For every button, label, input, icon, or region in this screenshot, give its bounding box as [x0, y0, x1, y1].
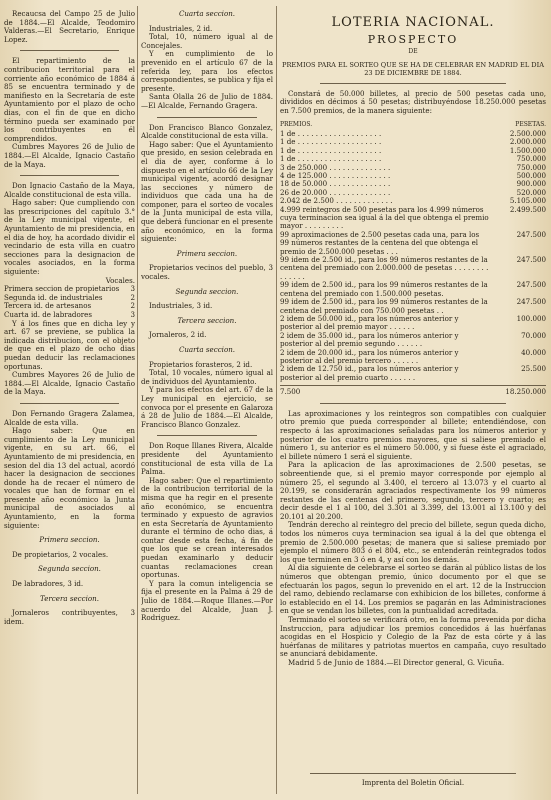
prize-amount: 750.000 [516, 162, 546, 172]
paragraph: Y para los efectos del art. 67 de la Ley municipal en ejercicio, se convoca por el presente en Galaroza á 28 de Julio de 1884.—El Alcalde, Francisco Blanco Gonzalez. [141, 385, 273, 429]
prospectus-subtitle: PREMIOS PARA EL SORTEO QUE SE HA DE CELEBRAR EN MADRID EL DIA 23 DE DICIEMBRE DE 1884. [282, 60, 544, 77]
section-heading: Tercera seccion. [177, 315, 237, 325]
prospectus-title: PROSPECTO [367, 33, 459, 46]
prize-amount: 5.105.000 [509, 196, 546, 206]
list-item: Cuarta id. de labradores 3 [4, 310, 135, 319]
list-item: Tercera id. de artesanos 2 [4, 301, 135, 311]
notice-heading: Don Fernando Gragera Zalamea, Alcalde de esta villa. [4, 408, 135, 427]
prize-amount: 100.000 [516, 313, 546, 323]
printer-imprint: Imprenta del Boletin Oficial. [361, 778, 465, 787]
prize-label: 99 idem de 2.500 id., para los 99 números restantes de la centena del premiado con 750.000 pesetas . . [280, 297, 488, 315]
prize-amount: 2.499.500 [509, 204, 546, 214]
prize-label: 18 de 50.000 . . . . . . . . . . . . . . [280, 179, 391, 189]
paragraph: Hago saber: Que el repartimiento de la contribucion territorial de la misma que ha regir en el presente año económico, se encuentra terminado y expuesto de agravios en esta Secretaría de Ayuntamiento durante el término de ocho dias, á contar desde esta fecha, á fin de que los que se crean interesados puedan examinarlo y deducir cuantas reclamaciones crean oportunas. [141, 475, 273, 580]
prize-row [280, 206, 546, 231]
prize-row [280, 365, 546, 382]
paragraph: Industriales, 2 id. [149, 23, 213, 33]
prizes-header: PREMIOS. PESETAS. [280, 121, 546, 129]
signature: Santa Olalla 26 de Julio de 1884.—El Alcalde, Fernando Gragera. [141, 92, 273, 110]
prize-label: 2.042 de 2.500 . . . . . . . . . . . . . [280, 196, 393, 206]
prize-label: 4 de 125.000 . . . . . . . . . . . . . . [280, 171, 391, 180]
paragraph: Terminado el sorteo se verificará otro, en la forma prevenida por dicha Instruccion, para adjudicar los premios concedidos á las huérfanas acogidas en el Hospicio y Colegio de la Paz de esta córte y á las huérfanas de militares y patriotas muertos en campaña, cuyo resultado se anunciará debidamente. [280, 615, 546, 659]
divider [310, 773, 516, 774]
prize-row [280, 315, 546, 332]
paragraph: Hago saber: Que en cumplimiento de la Ley municipal vigente, en su art. 66, el Ayuntamiento de mi presidencia, en sesion del dia 13 del actual, acordó hacer la designacion de secciones donde ha de recaer el número de vocales que han de formar en el presente año económico la Junta municipal de asociados al Ayuntamiento, en la forma siguiente: [4, 426, 135, 530]
section-heading: Primera seccion. [176, 248, 238, 258]
list-item: Segunda id. de industriales 2 [4, 292, 135, 302]
section-heading: Segunda seccion. [38, 564, 101, 574]
paragraph: Jornaleros contribuyentes, 3 idem. [4, 608, 135, 626]
notice-contribution [4, 57, 135, 169]
prize-label: 1 de . . . . . . . . . . . . . . . . . . . [280, 154, 382, 164]
paragraph: Y á los fines que en dicha ley y art. 67 se previene, se publica la indicada distribucion, con el objeto de que en el plazo de ocho dias puedan deducir las reclamaciones oportunas. [4, 318, 135, 371]
prize-label: 1 de . . . . . . . . . . . . . . . . . . . [280, 128, 382, 138]
prize-amount: 900.000 [516, 179, 546, 189]
prize-label: 2 idem de 50.000 id., para los números anterior y posterior al del premio mayor . . . . . . [280, 313, 459, 332]
paragraph: Total, 10, número igual al de Concejales. [141, 32, 273, 50]
prize-label: 99 idem de 2.500 id., para los 99 números restantes de la centena del premiado con 2.000.000 de pesetas . . . . . . . . . . . . . . [280, 255, 489, 281]
divider [320, 83, 506, 84]
divider [157, 435, 257, 436]
prize-amount: 1.500.000 [509, 145, 546, 155]
prize-amount: 247.500 [516, 297, 546, 307]
list-header: Vocales. [105, 275, 135, 285]
paragraph: Las aproximaciones y los reintegros son compatibles con cualquier otro premio que pueda corresponder al billete; entendiéndose, con respecto á las aproximaciones señaladas para los números anterior y posterior de los cuatro premios mayores, que si saliese premiado el número 1, su anterior es el número 50.000, y si fuese éste el agraciado, el billete número 1 será el siguiente. [280, 408, 546, 461]
prize-label: 2 idem de 12.750 id., para los números anterior y posterior al del premio cuarto . . . . . . [280, 364, 459, 382]
footer [280, 773, 546, 787]
prize-amount: 247.500 [516, 255, 546, 265]
column-3 [280, 10, 546, 794]
paragraph: Propietarios forasteros, 2 id. [149, 359, 253, 369]
paragraph: De propietarios, 2 vocales. [12, 549, 109, 559]
paragraph: Constará de 50.000 billetes, al precio de 500 pesetas cada uno, divididos en décimos á 50 pesetas; distribuyéndose 18.250.000 pesetas en 7.500 premios, de la manera siguiente: [280, 88, 546, 115]
prize-label: 99 aproximaciones de 2.500 pesetas cada una, para los 99 números restantes de la centena del que obtenga el premio de 2.500.000 pesetas . . . [280, 229, 480, 256]
prize-row [280, 256, 546, 281]
notice-intro [4, 10, 135, 44]
section-heading: Segunda seccion. [175, 286, 239, 296]
prize-amount: 2.500.000 [509, 128, 546, 138]
notice-sections [4, 182, 135, 397]
prize-amount: 500.000 [516, 171, 546, 180]
paragraph: Y para la comun inteligencia se fija el presente en la Palma á 29 de Julio de 1884.—Roque Illanes.—Por acuerdo del Alcalde, Juan J. Rodriguez. [141, 578, 273, 623]
prize-amount: 25.500 [521, 364, 546, 374]
paragraph: Propietarios vecinos del pueblo, 3 vocales. [141, 263, 273, 282]
prize-row [280, 231, 546, 256]
section-heading: Cuarta seccion. [178, 10, 236, 18]
prize-row [280, 332, 546, 349]
section-heading: Primera seccion. [39, 535, 100, 545]
paragraph: Hago saber: Que el Ayuntamiento que presido, en sesion celebrada en el dia de ayer, conforme á lo dispuesto en el artículo 66 de la Ley municipal vigente, acordó designar las secciones y número de individuos que cada una ha de componer, para el sorteo de vocales de la Junta municipal de esta villa, que deberá funcionar en el presente año económico, en la forma siguiente: [141, 139, 273, 244]
prizes-table [280, 130, 546, 382]
column-rule [276, 6, 277, 794]
notice-blanco [141, 124, 273, 430]
notice-heading: Don Ignacio Castaño de la Maya, Alcalde constitucional de esta villa. [4, 181, 135, 199]
paragraph: De labradores, 3 id. [12, 579, 84, 589]
prize-amount: 520.000 [516, 187, 546, 197]
prize-label: 2 idem de 35.000 id., para los números anterior y posterior al del premio segundo . . . . . . [280, 330, 459, 349]
prize-label: 99 idem de 2.500 id., para los 99 números restantes de la centena del premiado con 1.500.000 pesetas. [280, 280, 488, 298]
prize-label: 1 de . . . . . . . . . . . . . . . . . . . [280, 137, 382, 147]
paragraph: Total, 10 vocales, número igual al de individuos del Ayuntamiento. [141, 368, 273, 386]
notice-gragera [4, 410, 135, 626]
list-item: Primera seccion de propietarios 3 [4, 284, 135, 294]
paragraph: Recaucsa del Campo 25 de Julio de 1884.—El Alcalde, Teodomiro Valderas.—El Secretario, Enrique Lopez. [4, 10, 135, 44]
divider [20, 50, 119, 51]
divider [320, 403, 506, 404]
signature: Cumbres Mayores 26 de Julio de 1884.—El Alcalde, Ignacio Castaño de la Maya. [4, 142, 135, 169]
prize-amount: 750.000 [516, 154, 546, 164]
section-heading: Cuarta seccion. [178, 345, 236, 354]
paragraph: Jornaleros, 2 id. [149, 330, 207, 340]
prospectus-body [280, 410, 546, 659]
paragraph: Hago saber: Que cumpliendo con las prescripciones del capítulo 3.° de la Ley municipal vigente, el Ayuntamiento de mi presidencia, en el dia de hoy, ha acordado dividir el vecindario de esta villa en cuatro secciones para la designacion de vocales asociados, en la forma siguiente: [4, 198, 135, 277]
prize-label: 4.999 reintegros de 500 pesetas para los 4.999 números cuya terminacion sea igual á la del que obtenga el premio mayor . . . . . . . . . [280, 204, 489, 231]
prize-amount: 247.500 [516, 229, 546, 239]
column-rule [137, 6, 138, 794]
prize-amount: 70.000 [521, 330, 546, 340]
prize-label: 1 de . . . . . . . . . . . . . . . . . . . [280, 145, 382, 155]
notice-illanes [141, 442, 273, 622]
prize-label: 3 de 250.000 . . . . . . . . . . . . . . [280, 162, 391, 172]
prize-amount: 2.000.000 [509, 137, 546, 147]
divider [20, 175, 119, 176]
prize-row [280, 349, 546, 366]
prize-label: 26 de 20.000 . . . . . . . . . . . . . . [280, 187, 391, 197]
divider [20, 403, 119, 404]
prize-row [280, 298, 546, 315]
paragraph: El repartimiento de la contribucion territorial para el corriente año económico de 1884 á 85 se encuentra terminado y de manifiesto en la Secretaría de este Ayuntamiento por el plazo de ocho dias, con el fin de que en dicho término pueda ser examinado por los contribuyentes en él comprendidos. [4, 56, 135, 143]
paragraph: Y en cumplimiento de lo prevenido en el artículo 67 de la referida ley, para los efectos correspondientes, se publica y fija el presente. [141, 49, 273, 93]
signature: Cumbres Mayores 26 de Julio de 1884.—El Alcalde, Ignacio Castaño de la Maya. [4, 370, 135, 397]
lottery-title: LOTERIA NACIONAL. [331, 15, 495, 30]
notice-heading: Don Roque Illanes Rivera, Alcalde presidente del Ayuntamiento constitucional de esta villa de La Palma. [141, 441, 273, 477]
section-heading: Tercera seccion. [40, 593, 99, 603]
notice-heading: Don Francisco Blanco Gonzalez, Alcalde constitucional de esta villa. [141, 122, 273, 141]
prospectus-de: DE [408, 48, 418, 55]
paragraph: Al dia siguiente de celebrarse el sorteo se darán al público listas de los números que obtengan premio, único documento por el que se efectuarán los pagos, segun lo prevenido en el art. 12 de la Instruccion del ramo, debiendo reclamarse con exhibicion de los billetes, conforme á lo establecido en el 14. Los premios se pagarán en las Administraciones en que se vendan los billetes, con la puntualidad acreditada. [280, 563, 546, 616]
prize-label: 2 idem de 20.000 id., para los números anterior y posterior al del premio tercero . . . . . . [280, 347, 459, 365]
paragraph: Industriales, 3 id. [149, 301, 213, 311]
signature: Madrid 5 de Junio de 1884.—El Director general, G. Vicuña. [288, 657, 505, 667]
prize-row [280, 281, 546, 298]
column-1 [4, 10, 135, 794]
prize-amount: 247.500 [516, 280, 546, 290]
paragraph: Para la aplicacion de las aproximaciones de 2.500 pesetas, se sobreentiende que, si el premio mayor corresponde por ejemplo al número 25, el segundo al 3.400, el tercero al 13.073 y el cuarto al 20.199, se considerarán agraciados respectivamente los 99 números restantes de las centenas del primero, segundo, tercero y cuarto; es decir desde el 1 al 100, del 3.301 al 3.399, del 13.001 al 13.100 y del 20.101 al 20.200. [280, 460, 546, 521]
prizes-total: 7.500 18.250.000 [280, 387, 546, 397]
divider [157, 117, 257, 118]
column-2 [141, 10, 273, 794]
prize-amount: 40.000 [521, 347, 546, 357]
paragraph: Tendrán derecho al reintegro del precio del billete, segun queda dicho, todos los números cuya terminacion sea igual á la del que obtenga el premio de 2.500.000 pesetas; de manera que si saliese premiado por ejemplo el número 803 ó el 804, etc., se entenderán reintegrados todos los que terminen en 3 ó en 4, y así con los demás. [280, 520, 546, 564]
